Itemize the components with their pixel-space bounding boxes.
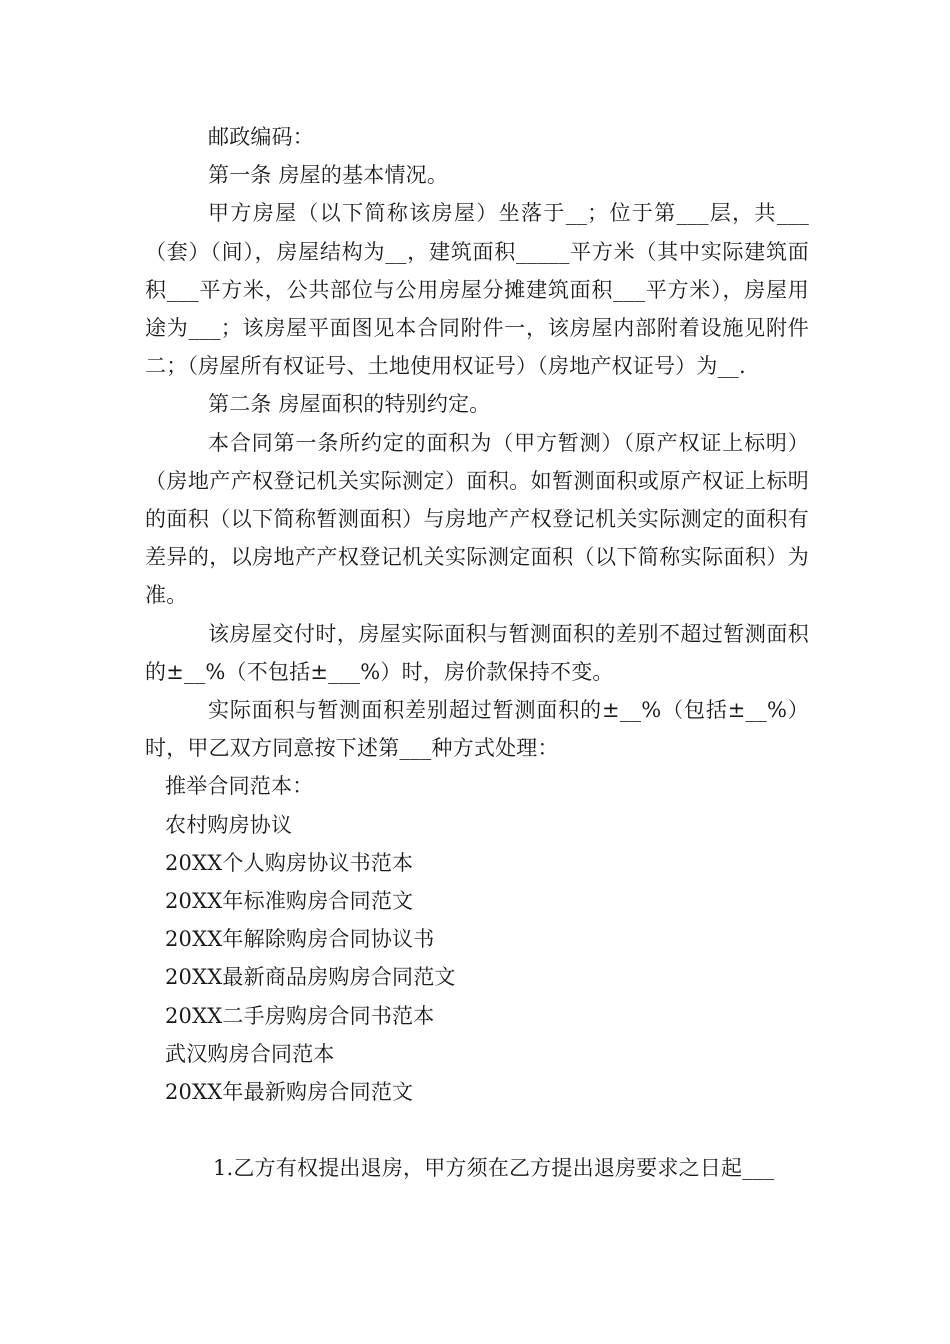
recommend-title: 推举合同范本： bbox=[165, 774, 314, 799]
article1-body: 甲方房屋（以下简称该房屋）坐落于__；位于第___层，共___（套）（间），房屋结构为__，建筑面积_____平方米（其中实际建筑面积___平方米，公共部位与公用房屋分摊建筑面积___平方米），房屋用途为___；该房屋平面图见本合同附件一，该房屋内部附着设施见附件二；（房屋所有权证号、土地使用权证号）（房地产权证号）为__. bbox=[145, 201, 809, 379]
article2-body-3: 实际面积与暂测面积差别超过暂测面积的±__%（包括±__%）时，甲乙双方同意按下述第___种方式处理： bbox=[145, 698, 809, 761]
recommend-link[interactable]: 20XX最新商品房购房合同范文 bbox=[165, 965, 456, 990]
recommend-link[interactable]: 农村购房协议 bbox=[165, 812, 293, 837]
recommend-link[interactable]: 20XX年最新购房合同范文 bbox=[165, 1080, 414, 1105]
article1-title: 第一条 房屋的基本情况。 bbox=[208, 163, 449, 188]
recommend-link[interactable]: 20XX二手房购房合同书范本 bbox=[165, 1003, 435, 1028]
postal-code-label: 邮政编码： bbox=[208, 125, 314, 149]
recommend-list bbox=[145, 767, 809, 1111]
clause-1: 1.乙方有权提出退房，甲方须在乙方提出退房要求之日起___ bbox=[213, 1156, 775, 1181]
document-page bbox=[145, 118, 809, 1187]
recommend-link[interactable]: 20XX年标准购房合同范文 bbox=[165, 889, 414, 914]
recommend-link[interactable]: 武汉购房合同范本 bbox=[165, 1041, 335, 1066]
article2-title: 第二条 房屋面积的特别约定。 bbox=[208, 392, 491, 417]
article2-body-2: 该房屋交付时，房屋实际面积与暂测面积的差别不超过暂测面积的±__%（不包括±___%）时，房价款保持不变。 bbox=[145, 621, 809, 684]
recommend-link[interactable]: 20XX个人购房协议书范本 bbox=[165, 850, 414, 875]
spacer bbox=[145, 1111, 809, 1149]
article2-body-1: 本合同第一条所约定的面积为（甲方暂测）（原产权证上标明）（房地产产权登记机关实际测定）面积。如暂测面积或原产权证上标明的面积（以下简称暂测面积）与房地产产权登记机关实际测定的面积有差异的，以房地产产权登记机关实际测定面积（以下简称实际面积）为准。 bbox=[145, 430, 809, 608]
recommend-link[interactable]: 20XX年解除购房合同协议书 bbox=[165, 927, 435, 952]
